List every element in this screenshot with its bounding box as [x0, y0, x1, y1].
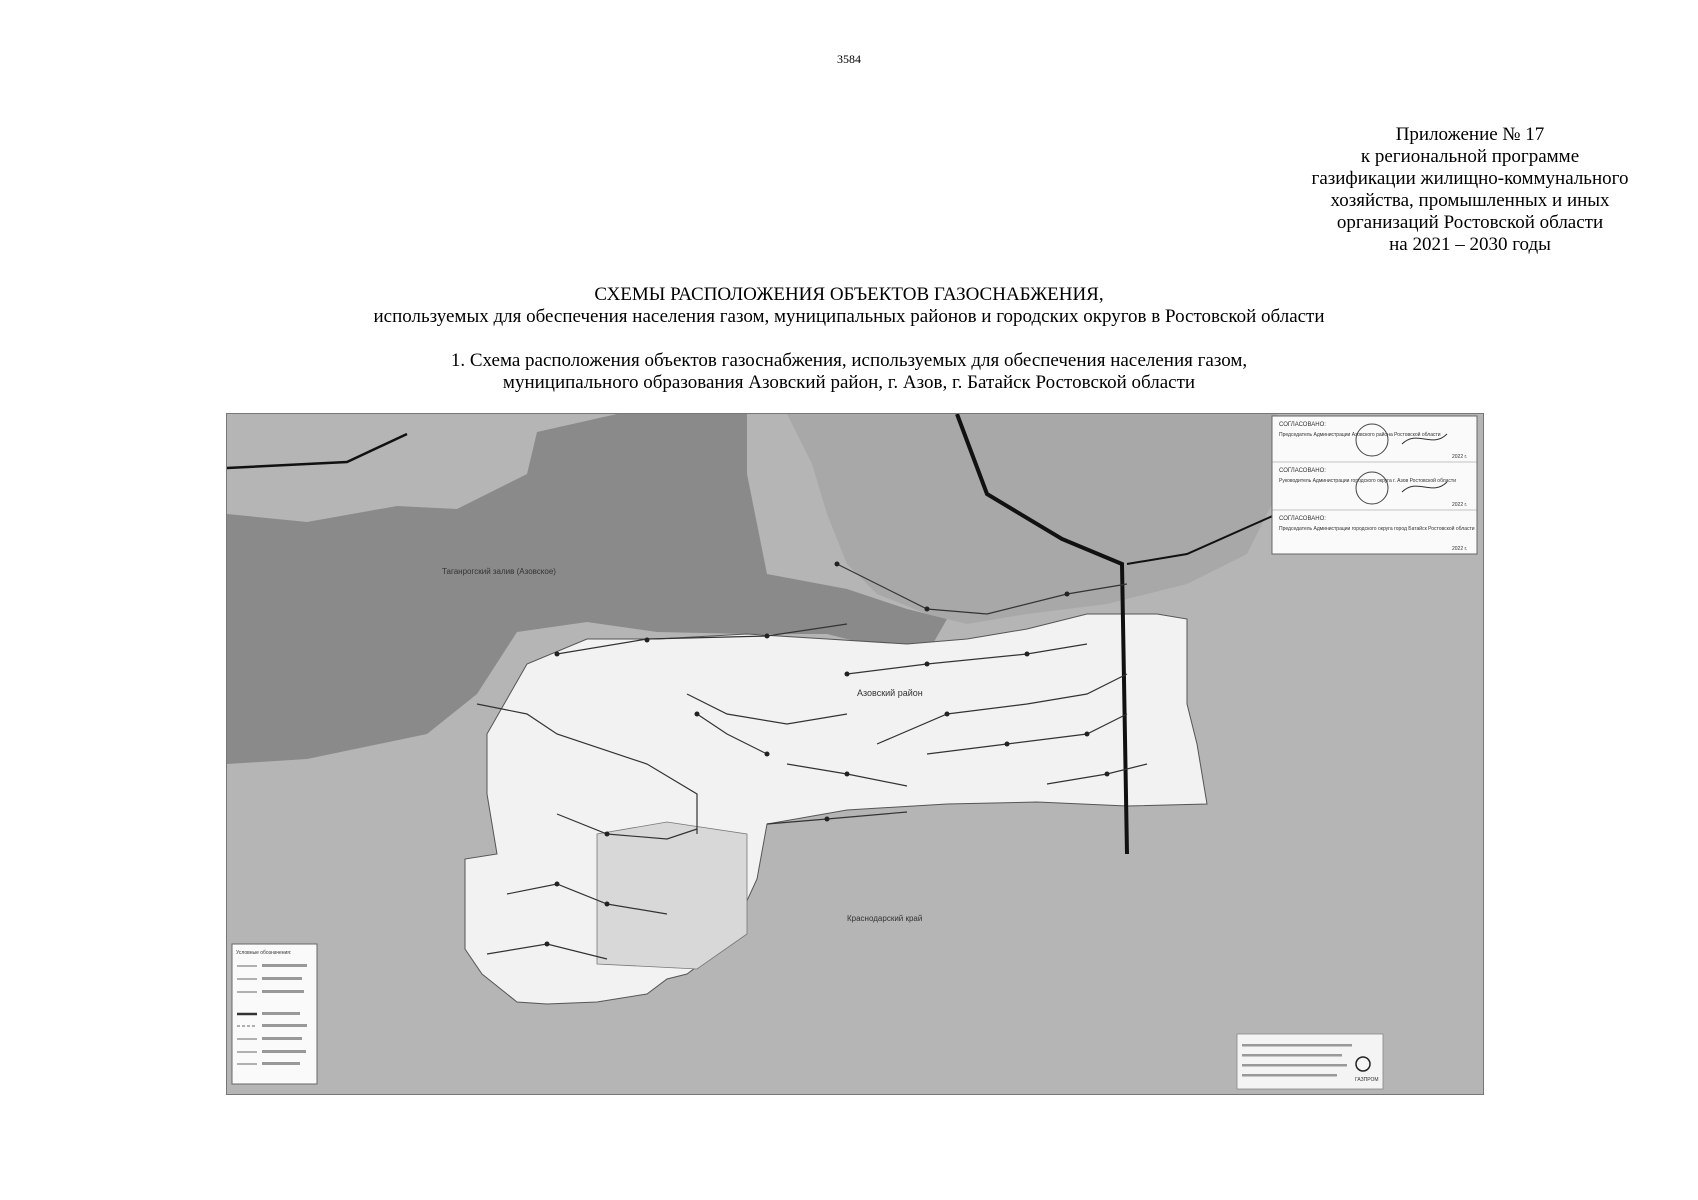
approval-year-2: 2022 г. — [1452, 502, 1468, 508]
legend-title: Условные обозначения: — [236, 950, 292, 956]
approval-year-1: 2022 г. — [1452, 454, 1468, 460]
district-label: Азовский район — [857, 688, 923, 698]
subdistrict-area — [597, 822, 747, 969]
appendix-line: хозяйства, промышленных и иных — [1330, 190, 1610, 211]
approval-panel — [1272, 416, 1477, 554]
gazprom-label: ГАЗПРОМ — [1355, 1077, 1379, 1083]
approval-text-3: Председатель Администрации городского округа город Батайск Ростовской области — [1279, 526, 1475, 532]
appendix-block — [1240, 124, 1698, 256]
approval-year-3: 2022 г. — [1452, 546, 1468, 552]
info-panel — [1237, 1034, 1383, 1089]
section-title — [0, 350, 1698, 394]
appendix-line: организаций Ростовской области — [1336, 212, 1604, 233]
appendix-line: на 2021 – 2030 годы — [1389, 234, 1551, 255]
appendix-line: Приложение № 17 — [1395, 124, 1545, 145]
section-title-line1: 1. Схема расположения объектов газоснабжения, используемых для обеспечения населения газом, — [450, 350, 1248, 371]
sea-label: Таганрогский залив (Азовское) — [442, 567, 556, 576]
legend-panel — [232, 944, 317, 1084]
section-title-line2: муниципального образования Азовский район, г. Азов, г. Батайск Ростовской области — [502, 372, 1196, 393]
approval-heading-3: СОГЛАСОВАНО: — [1279, 516, 1326, 522]
appendix-line: газификации жилищно-коммунального — [1311, 168, 1629, 189]
approval-heading-1: СОГЛАСОВАНО: — [1279, 422, 1326, 428]
south-region-label: Краснодарский край — [847, 914, 923, 923]
approval-heading-2: СОГЛАСОВАНО: — [1279, 468, 1326, 474]
map-svg — [227, 414, 1483, 1094]
document-title-line2: используемых для обеспечения населения газом, муниципальных районов и городских округов в Ростовской области — [373, 306, 1325, 327]
page-number: 3584 — [837, 52, 861, 66]
approval-text-2: Руководитель Администрации городского округа г. Азов Ростовской области — [1279, 478, 1456, 484]
document-title — [0, 284, 1698, 328]
document-title-line1: СХЕМЫ РАСПОЛОЖЕНИЯ ОБЪЕКТОВ ГАЗОСНАБЖЕНИЯ, — [594, 284, 1104, 305]
appendix-line: к региональной программе — [1360, 146, 1580, 167]
gas-supply-map — [226, 413, 1484, 1095]
approval-text-1: Председатель Администрации Азовского района Ростовской области — [1279, 432, 1441, 438]
